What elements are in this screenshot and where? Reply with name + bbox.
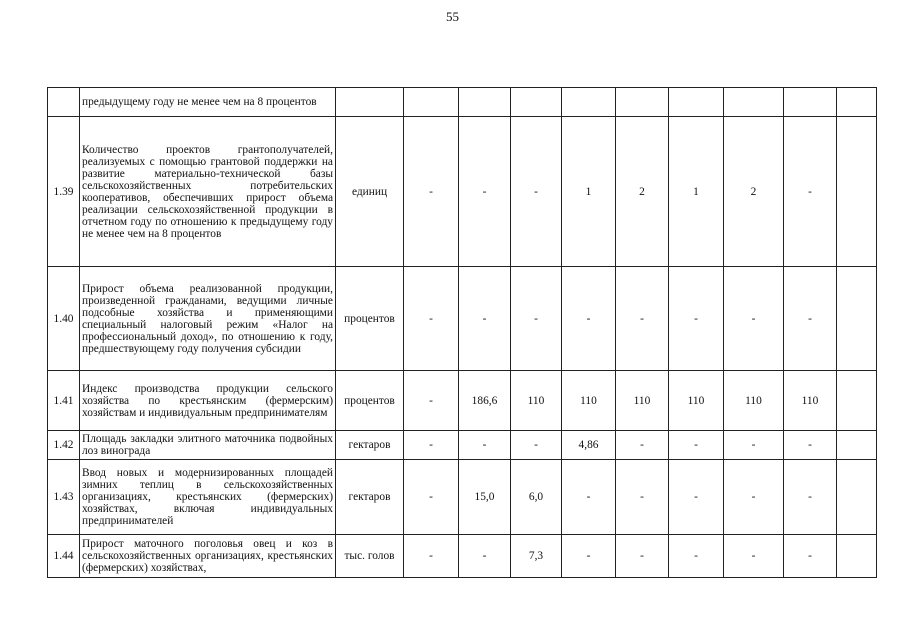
empty-cell (837, 371, 877, 431)
row-number: 1.41 (48, 371, 80, 431)
value-cell (616, 88, 669, 117)
value-cell: - (459, 117, 511, 267)
value-cell (784, 88, 837, 117)
table-row (48, 267, 877, 371)
value-cell: - (616, 431, 669, 460)
value-cell: - (459, 431, 511, 460)
value-cell: 110 (784, 371, 837, 431)
value-cell: - (669, 267, 724, 371)
row-unit: гектаров (336, 431, 404, 460)
value-cell: 4,86 (562, 431, 616, 460)
row-description: Площадь закладки элитного маточника подвойных лоз винограда (80, 431, 336, 460)
value-cell: - (669, 460, 724, 535)
value-cell: - (511, 117, 562, 267)
value-cell: - (669, 535, 724, 578)
value-cell: - (784, 267, 837, 371)
row-unit (336, 88, 404, 117)
value-cell (669, 88, 724, 117)
row-unit: тыс. голов (336, 535, 404, 578)
table-row (48, 535, 877, 578)
value-cell: - (404, 431, 459, 460)
empty-cell (837, 117, 877, 267)
value-cell: - (562, 460, 616, 535)
value-cell (724, 88, 784, 117)
value-cell: - (404, 535, 459, 578)
row-description: Индекс производства продукции сельского хозяйства по крестьянским (фермерским) хозяйствам и индивидуальным предпринимателям (80, 371, 336, 431)
row-number: 1.40 (48, 267, 80, 371)
value-cell: - (511, 431, 562, 460)
value-cell: 2 (724, 117, 784, 267)
value-cell: - (784, 431, 837, 460)
table-row (48, 371, 877, 431)
value-cell: - (724, 431, 784, 460)
table-row (48, 460, 877, 535)
value-cell: 110 (669, 371, 724, 431)
table-row (48, 431, 877, 460)
value-cell: - (784, 535, 837, 578)
value-cell: - (459, 267, 511, 371)
value-cell: - (404, 267, 459, 371)
row-unit: процентов (336, 267, 404, 371)
empty-cell (837, 535, 877, 578)
value-cell (511, 88, 562, 117)
empty-cell (837, 460, 877, 535)
row-number: 1.39 (48, 117, 80, 267)
table-row (48, 117, 877, 267)
row-unit: единиц (336, 117, 404, 267)
value-cell: 2 (616, 117, 669, 267)
row-number: 1.43 (48, 460, 80, 535)
value-cell: 110 (562, 371, 616, 431)
value-cell: - (404, 460, 459, 535)
value-cell: - (724, 460, 784, 535)
row-number: 1.44 (48, 535, 80, 578)
value-cell: - (669, 431, 724, 460)
value-cell: - (404, 117, 459, 267)
value-cell: 1 (669, 117, 724, 267)
value-cell: 1 (562, 117, 616, 267)
empty-cell (837, 267, 877, 371)
value-cell: - (616, 535, 669, 578)
value-cell: - (616, 460, 669, 535)
value-cell: - (562, 267, 616, 371)
row-number: 1.42 (48, 431, 80, 460)
empty-cell (837, 431, 877, 460)
row-description: Прирост маточного поголовья овец и коз в сельскохозяйственных организациях, крестьянских (фермерских) хозяйствах, (80, 535, 336, 578)
value-cell: - (459, 535, 511, 578)
value-cell: 186,6 (459, 371, 511, 431)
value-cell: 6,0 (511, 460, 562, 535)
row-unit: процентов (336, 371, 404, 431)
page-number: 55 (446, 9, 459, 24)
value-cell: - (616, 267, 669, 371)
value-cell: - (511, 267, 562, 371)
value-cell: 110 (724, 371, 784, 431)
row-description: Ввод новых и модернизированных площадей зимних теплиц в сельскохозяйственных организациях, крестьянских (фермерских) хозяйствах, включая индивидуальных предпринимателей (80, 460, 336, 535)
value-cell: - (784, 460, 837, 535)
row-description: Количество проектов грантополучателей, реализуемых с помощью грантовой поддержки на развитие материально-технической базы сельскохозяйственных потребительских кооперативов, обеспечивших прирост объема реализации сельскохозяйственной продукции в отчетном году по отношению к предыдущему году не менее чем на 8 процентов (80, 117, 336, 267)
row-description: Прирост объема реализованной продукции, произведенной гражданами, ведущими личные подсобные хозяйства и применяющими специальный налоговый режим «Налог на профессиональный доход», по отношению к году, предшествующему году получения субсидии (80, 267, 336, 371)
row-description: предыдущему году не менее чем на 8 процентов (80, 88, 336, 117)
value-cell: 110 (616, 371, 669, 431)
value-cell: 7,3 (511, 535, 562, 578)
value-cell: - (784, 117, 837, 267)
row-unit: гектаров (336, 460, 404, 535)
value-cell: - (724, 267, 784, 371)
empty-cell (837, 88, 877, 117)
row-number (48, 88, 80, 117)
value-cell (404, 88, 459, 117)
value-cell: - (404, 371, 459, 431)
value-cell: 110 (511, 371, 562, 431)
value-cell: 15,0 (459, 460, 511, 535)
value-cell (562, 88, 616, 117)
table-row (48, 88, 877, 117)
value-cell: - (724, 535, 784, 578)
value-cell: - (562, 535, 616, 578)
indicators-table (47, 87, 877, 578)
value-cell (459, 88, 511, 117)
